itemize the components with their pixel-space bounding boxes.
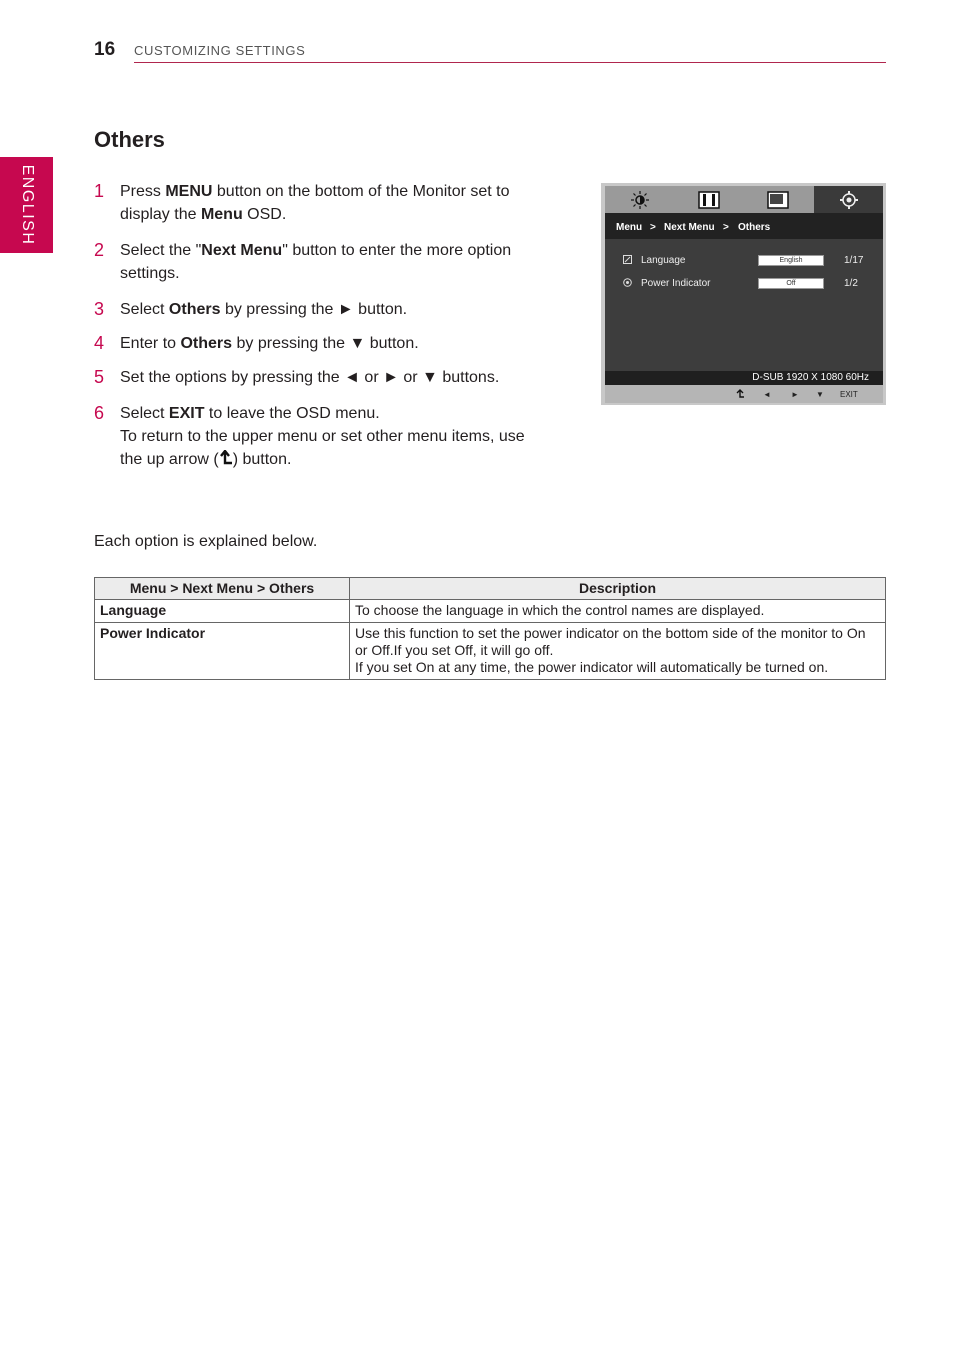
step-text: " button to enter the more option settings.	[120, 242, 512, 282]
step-keyword: Others	[168, 301, 221, 318]
table-cell-option: Power Indicator	[95, 623, 350, 680]
step-number: 2	[94, 240, 105, 260]
table-header-row	[95, 578, 886, 600]
step-item	[94, 332, 534, 355]
settings-gear-icon	[814, 186, 883, 213]
step-text: ) button.	[232, 451, 292, 468]
step-text: OSD.	[242, 206, 287, 223]
table-row	[95, 623, 886, 680]
step-number: 4	[94, 333, 105, 353]
osd-right-button[interactable]: ►	[791, 390, 799, 399]
step-item	[94, 239, 534, 285]
language-side-tab-label: ENGLISH	[19, 164, 36, 246]
osd-item-value[interactable]: Off	[758, 278, 824, 289]
osd-tab-bar	[605, 186, 883, 213]
table-header-description: Description	[350, 578, 886, 600]
step-number: 5	[94, 367, 105, 387]
step-text: Set the options by pressing the ◄ or ► or ▼ buttons.	[120, 369, 500, 386]
step-text: Select the "	[120, 242, 202, 259]
page-number: 16	[94, 39, 116, 60]
step-item	[94, 298, 534, 321]
osd-crumb-menu: Menu	[616, 222, 643, 233]
step-list	[94, 180, 534, 471]
osd-item-label: Language	[641, 255, 686, 266]
osd-item-power-indicator[interactable]	[623, 276, 873, 292]
step-item	[94, 366, 534, 389]
step-keyword: Menu	[200, 206, 243, 223]
osd-down-button[interactable]: ▼	[816, 390, 824, 399]
step-item	[94, 180, 534, 226]
osd-screenshot	[601, 183, 886, 405]
description-line: If you set On at any time, the power indicator will automatically be turned on.	[355, 659, 829, 675]
description-line: Use this function to set the power indicator on the bottom side of the monitor to On or Off.If you set Off, it will go off.	[355, 625, 866, 658]
step-text: by pressing the ► button.	[220, 301, 408, 318]
osd-panel	[605, 213, 883, 385]
osd-crumb-separator: >	[650, 222, 656, 233]
osd-crumb-separator: >	[723, 222, 729, 233]
table-cell-description	[350, 600, 886, 623]
options-table	[94, 577, 886, 680]
step-text: to leave the OSD menu.	[204, 405, 380, 422]
step-text: button on the bottom of the Monitor set to display the	[120, 183, 510, 223]
step-text: Press	[120, 183, 166, 200]
table-row	[95, 600, 886, 623]
step-keyword: Next Menu	[201, 242, 283, 259]
picture-icon	[674, 186, 743, 213]
osd-status-bar	[605, 371, 883, 385]
language-side-tab	[0, 157, 53, 253]
osd-item-count: 1/17	[844, 255, 864, 266]
brightness-icon	[605, 186, 674, 213]
osd-crumb-others: Others	[738, 222, 771, 233]
osd-exit-button[interactable]: EXIT	[840, 390, 858, 399]
step-text: Enter to	[120, 335, 181, 352]
step-text: Select	[120, 405, 169, 422]
table-cell-option: Language	[95, 600, 350, 623]
table-header-menu: Menu > Next Menu > Others	[95, 578, 350, 600]
power-indicator-icon	[623, 278, 632, 287]
osd-item-language[interactable]	[623, 253, 873, 269]
step-number: 3	[94, 299, 105, 319]
osd-crumb-next-menu: Next Menu	[664, 222, 715, 233]
step-keyword: Others	[180, 335, 233, 352]
step-item	[94, 402, 534, 471]
step-text: by pressing the ▼ button.	[232, 335, 419, 352]
language-icon	[623, 255, 632, 264]
osd-breadcrumb	[605, 213, 883, 239]
step-text: Select	[120, 301, 169, 318]
osd-signal-status: D-SUB 1920 X 1080 60Hz	[752, 372, 869, 383]
step-text: To return to the upper menu or set other menu items, use the up arrow (	[120, 428, 525, 468]
explanation-intro: Each option is explained below.	[94, 533, 318, 550]
osd-left-button[interactable]: ◄	[763, 390, 771, 399]
section-title: Others	[94, 127, 165, 152]
osd-item-value[interactable]: English	[758, 255, 824, 266]
color-icon	[743, 186, 812, 213]
table-cell-description	[350, 623, 886, 680]
osd-button-guide	[605, 385, 883, 403]
step-number: 6	[94, 403, 105, 423]
step-keyword: MENU	[165, 183, 213, 200]
up-arrow-icon	[219, 450, 233, 466]
header-rule	[134, 62, 886, 63]
osd-item-count: 1/2	[844, 278, 858, 289]
osd-item-label: Power Indicator	[641, 278, 711, 289]
step-number: 1	[94, 181, 105, 201]
up-arrow-icon[interactable]	[736, 389, 745, 399]
step-keyword: EXIT	[168, 405, 205, 422]
section-header: CUSTOMIZING SETTINGS	[134, 43, 306, 58]
description-line: To choose the language in which the control names are displayed.	[355, 602, 765, 618]
